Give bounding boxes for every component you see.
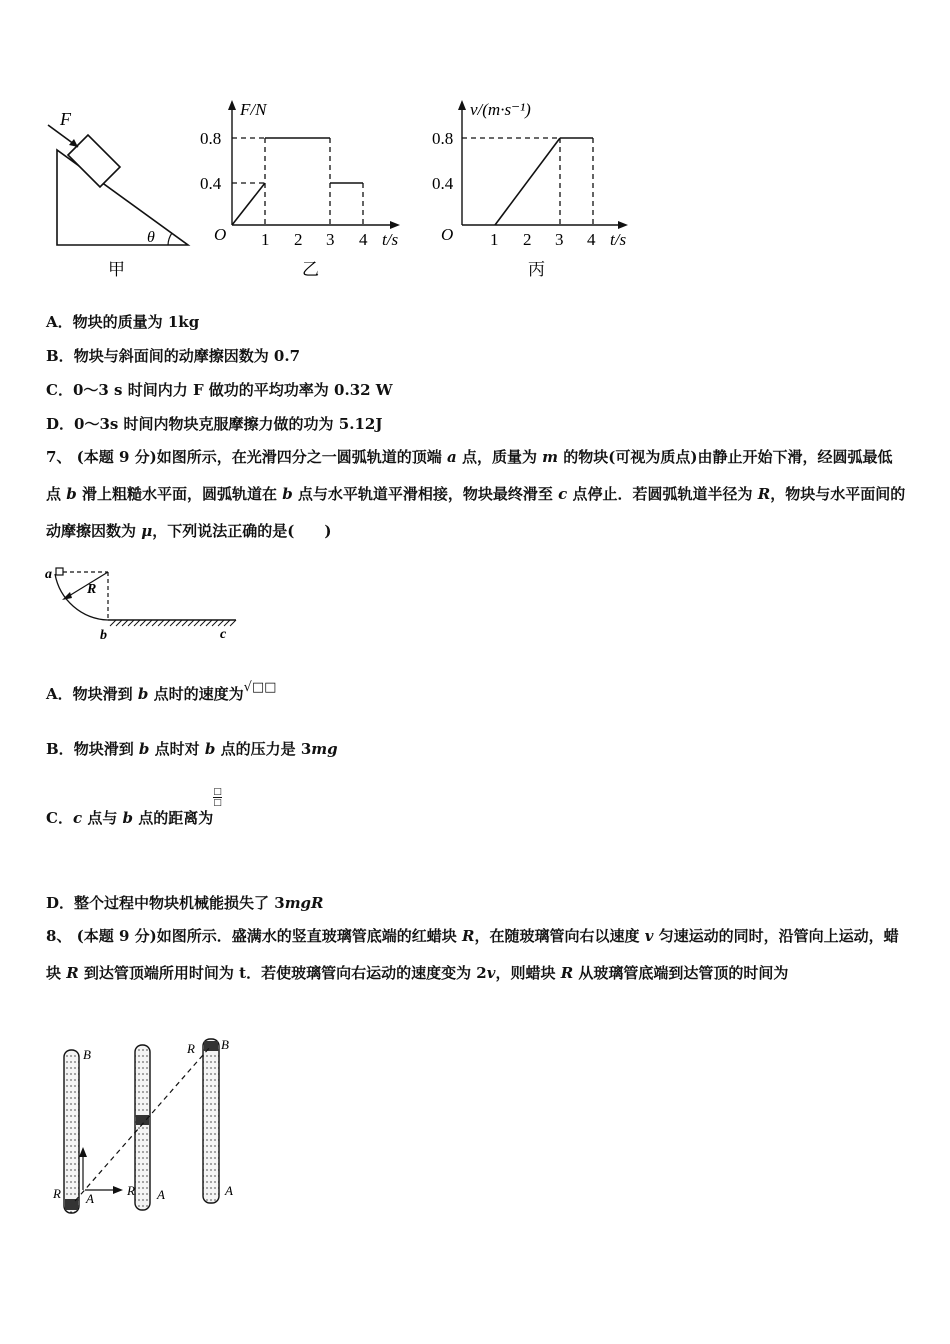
wax-block-label-r: R (53, 1186, 61, 1201)
q6-option-b: B．物块与斜面间的动摩擦因数为 0.7 (46, 347, 301, 365)
tube-bottom-label-a: A (86, 1191, 94, 1206)
x-tick-2: 2 (294, 230, 303, 249)
q7-figure-arc-track (40, 562, 250, 644)
origin-label: O (441, 225, 454, 244)
point-a-label: a (45, 567, 52, 582)
glass-tube-1 (52, 1047, 94, 1213)
x-tick-4: 4 (587, 230, 596, 249)
y-tick-0.8: 0.8 (432, 129, 454, 148)
fraction-expression: $\frac{□}{□}$ (213, 787, 222, 808)
x-axis-label: t/s (610, 230, 627, 249)
q7-option-c: C．c 点与 b 点的距离为 $\frac{□}{□}$ (46, 787, 222, 827)
q7-option-d: D．整个过程中物块机械能损失了 3mgR (46, 894, 324, 912)
tube-bottom-label-a: A (225, 1183, 233, 1198)
y-tick-0.4: 0.4 (200, 174, 222, 193)
y-tick-0.8: 0.8 (200, 129, 222, 148)
q6-option-c: C．0～3 s 时间内力 F 做功的平均功率为 0.32 W (46, 381, 393, 399)
x-tick-3: 3 (326, 230, 335, 249)
x-tick-4: 4 (359, 230, 368, 249)
x-axis-label: t/s (382, 230, 399, 249)
x-tick-2: 2 (523, 230, 532, 249)
x-tick-3: 3 (555, 230, 564, 249)
y-tick-0.4: 0.4 (432, 174, 454, 193)
x-tick-1: 1 (261, 230, 270, 249)
angle-label: θ (147, 229, 155, 246)
origin-label: O (214, 225, 227, 244)
q6-option-d: D．0～3s 时间内物块克服摩擦力做的功为 5.12J (46, 415, 383, 433)
force-label: F (60, 109, 71, 129)
q8-stem: 8、 (本题 9 分)如图所示．盛满水的竖直玻璃管底端的红蜡块 R，在随玻璃管向右以速度 v 匀速运动的同时，沿管向上运动，蜡块 R 到达管顶端所用时间为 t．若使玻璃管向右运动的速度变为 2v，则蜡块 R 从玻璃管底端到达管顶的时间为 (46, 927, 899, 982)
caption-yi: 乙 (302, 260, 319, 279)
q6-figure (40, 95, 650, 285)
sqrt-expression: √□□ (243, 680, 277, 695)
tube-bottom-label-a: A (157, 1187, 165, 1202)
radius-label: R (87, 582, 97, 597)
velocity-time-graph-bing (432, 100, 628, 279)
y-axis-label: F/N (240, 100, 267, 119)
q7-option-a: A．物块滑到 b 点时的速度为√□□ (46, 680, 277, 703)
q8-figure-glass-tubes (45, 1035, 255, 1220)
y-axis-label: v/(m·s⁻¹) (470, 100, 531, 119)
glass-tube-2 (126, 1045, 165, 1210)
caption-jia: 甲 (108, 260, 125, 279)
q6-option-a: A．物块的质量为 1kg (46, 313, 200, 331)
wax-block-label-r: R (127, 1183, 135, 1198)
q7-option-b: B．物块滑到 b 点时对 b 点的压力是 3mg (46, 740, 338, 758)
glass-tube-3 (186, 1037, 233, 1203)
x-tick-1: 1 (490, 230, 499, 249)
point-b-label: b (100, 628, 107, 643)
tube-top-label-b: B (221, 1037, 229, 1052)
incline-diagram-jia (48, 109, 188, 279)
point-c-label: c (220, 627, 227, 642)
wax-block-label-r: R (187, 1041, 195, 1056)
q7-stem: 7、 (本题 9 分)如图所示，在光滑四分之一圆弧轨道的顶端 a 点，质量为 m 的物块(可视为质点)由静止开始下滑，经圆弧最低点 b 滑上粗糙水平面，圆弧轨道在 b 点与水平轨道平滑相接，物块最终滑至 c 点停止．若圆弧轨道半径为 R，物块与水平面间的动摩擦因数为 μ，下列说法正确的是( ) (46, 448, 906, 540)
caption-bing: 丙 (528, 260, 545, 279)
tube-top-label-b: B (83, 1047, 91, 1062)
force-time-graph-yi (200, 100, 400, 279)
